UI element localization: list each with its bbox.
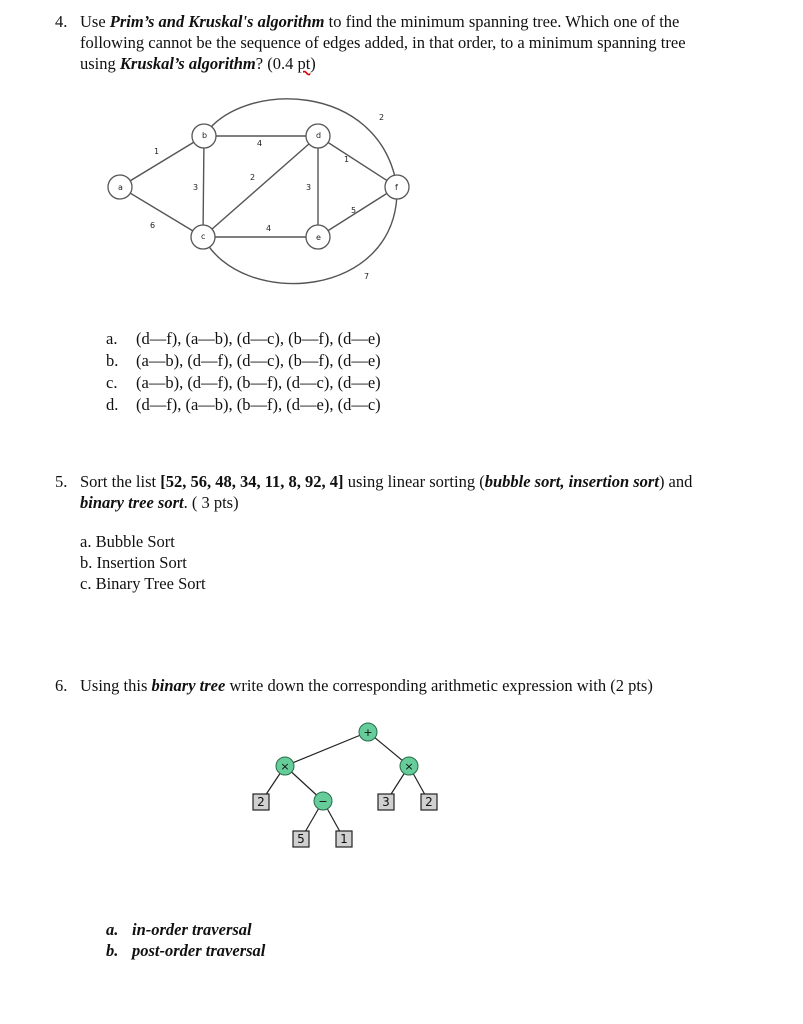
weight-bf: 2: [379, 113, 385, 122]
weight-bd: 4: [257, 139, 263, 148]
q5-item-a: a. Bubble Sort: [80, 532, 175, 551]
tree-leaf-1: [336, 831, 352, 847]
svg-text:×: ×: [404, 760, 414, 773]
weight-ce: 4: [266, 224, 272, 233]
q6-item-a: [106, 920, 252, 939]
q5-methods: bubble sort, insertion sort: [484, 472, 659, 491]
q6-binary-tree: binary tree: [151, 676, 226, 695]
option-text: (d—f), (a—b), (d—c), (b—f), (d—e): [136, 329, 381, 348]
q6-text: Using this: [80, 676, 152, 695]
q4-option-b: [106, 351, 381, 373]
edge-ab: [120, 136, 204, 187]
svg-text:+: +: [363, 726, 373, 739]
q4-graph: [0, 80, 440, 300]
question-5-line-1: [80, 472, 692, 491]
q4-text: using: [80, 54, 120, 73]
q5-text: using linear sorting (: [343, 472, 485, 491]
q4-option-d: [106, 395, 381, 417]
q6-expression-tree: [240, 715, 450, 855]
q5-item-c: c. Binary Tree Sort: [80, 574, 206, 593]
q4-option-a: [106, 329, 381, 351]
svg-text:b: b: [202, 131, 208, 140]
edge-cf: [203, 187, 397, 284]
option-label: c.: [106, 373, 118, 392]
option-text: (a—b), (d—f), (d—c), (b—f), (d—e): [136, 351, 381, 370]
option-text: (d—f), (a—b), (b—f), (d—e), (d—c): [136, 395, 381, 414]
node-c: [191, 225, 215, 249]
svg-text:1: 1: [340, 832, 348, 846]
weight-cf: 7: [364, 272, 370, 281]
q4-text: to find the minimum spanning tree. Which one of the: [324, 12, 680, 31]
q5-binary-tree-sort: binary tree sort: [80, 493, 184, 512]
svg-text:5: 5: [297, 832, 305, 846]
weight-ef: 5: [351, 206, 357, 215]
q4-spellcheck-word: pt: [297, 54, 311, 73]
question-4-line-2: following cannot be the sequence of edges added, in that order, to a minimum spanning tree: [80, 33, 686, 52]
edge-ac: [120, 187, 203, 237]
svg-text:2: 2: [425, 795, 433, 809]
tree-minus: [314, 792, 332, 810]
tree-left-times: [276, 757, 294, 775]
weight-ab: 1: [154, 147, 160, 156]
svg-text:d: d: [316, 131, 322, 140]
question-6-line-1: [80, 676, 653, 695]
option-label: b.: [106, 351, 119, 370]
q5-text: . ( 3 pts): [183, 493, 239, 512]
question-4-line-1: [80, 12, 679, 31]
question-5-line-2: [80, 493, 239, 512]
svg-text:e: e: [316, 233, 321, 242]
node-e: [306, 225, 330, 249]
weight-ac: 6: [150, 221, 156, 230]
svg-text:c: c: [201, 232, 206, 241]
svg-text:3: 3: [382, 795, 390, 809]
svg-text:f: f: [395, 183, 398, 192]
edge-df: [318, 136, 397, 187]
svg-text:2: 2: [257, 795, 265, 809]
q4-text: Use: [80, 12, 110, 31]
item-label: b.: [106, 941, 119, 960]
option-text: (a—b), (d—f), (b—f), (d—c), (d—e): [136, 373, 381, 392]
edge-bf: [204, 99, 397, 187]
q4-option-c: [106, 373, 381, 395]
svg-text:−: −: [318, 795, 328, 808]
tree-leaf-2-right: [421, 794, 437, 810]
question-4-number: 4.: [55, 12, 68, 31]
option-label: a.: [106, 329, 118, 348]
weight-df: 1: [344, 155, 350, 164]
tree-leaf-3: [378, 794, 394, 810]
svg-text:a: a: [118, 183, 123, 192]
item-label: a.: [106, 920, 119, 939]
q4-options: [106, 329, 381, 417]
svg-text:×: ×: [280, 760, 290, 773]
weight-de: 3: [306, 183, 312, 192]
q4-text: ): [310, 54, 316, 73]
q5-item-b: b. Insertion Sort: [80, 553, 187, 572]
q4-algorithms: Prim’s and Kruskal's algorithm: [109, 12, 325, 31]
weight-bc: 3: [193, 183, 199, 192]
edge-bc: [203, 136, 204, 237]
option-label: d.: [106, 395, 119, 414]
q6-text: write down the corresponding arithmetic expression with (2 pts): [225, 676, 653, 695]
q5-text: Sort the list: [80, 472, 161, 491]
tree-right-times: [400, 757, 418, 775]
tree-leaf-2-left: [253, 794, 269, 810]
node-f: [385, 175, 409, 199]
tree-edge: [285, 732, 368, 766]
item-text: in-order traversal: [132, 920, 252, 939]
q4-text: ? (0.4: [255, 54, 298, 73]
node-d: [306, 124, 330, 148]
node-a: [108, 175, 132, 199]
question-4-line-3: [80, 54, 316, 73]
question-6-number: 6.: [55, 676, 68, 695]
q5-list: [52, 56, 48, 34, 11, 8, 92, 4]: [160, 472, 344, 491]
weight-cd: 2: [250, 173, 256, 182]
tree-root-plus: [359, 723, 377, 741]
question-5-number: 5.: [55, 472, 68, 491]
q6-item-b: [106, 941, 265, 960]
q4-kruskal: Kruskal’s algorithm: [119, 54, 256, 73]
q5-text: ) and: [658, 472, 693, 491]
edge-cd: [203, 136, 318, 237]
tree-leaf-5: [293, 831, 309, 847]
node-b: [192, 124, 216, 148]
edge-ef: [318, 187, 397, 237]
item-text: post-order traversal: [132, 941, 266, 960]
